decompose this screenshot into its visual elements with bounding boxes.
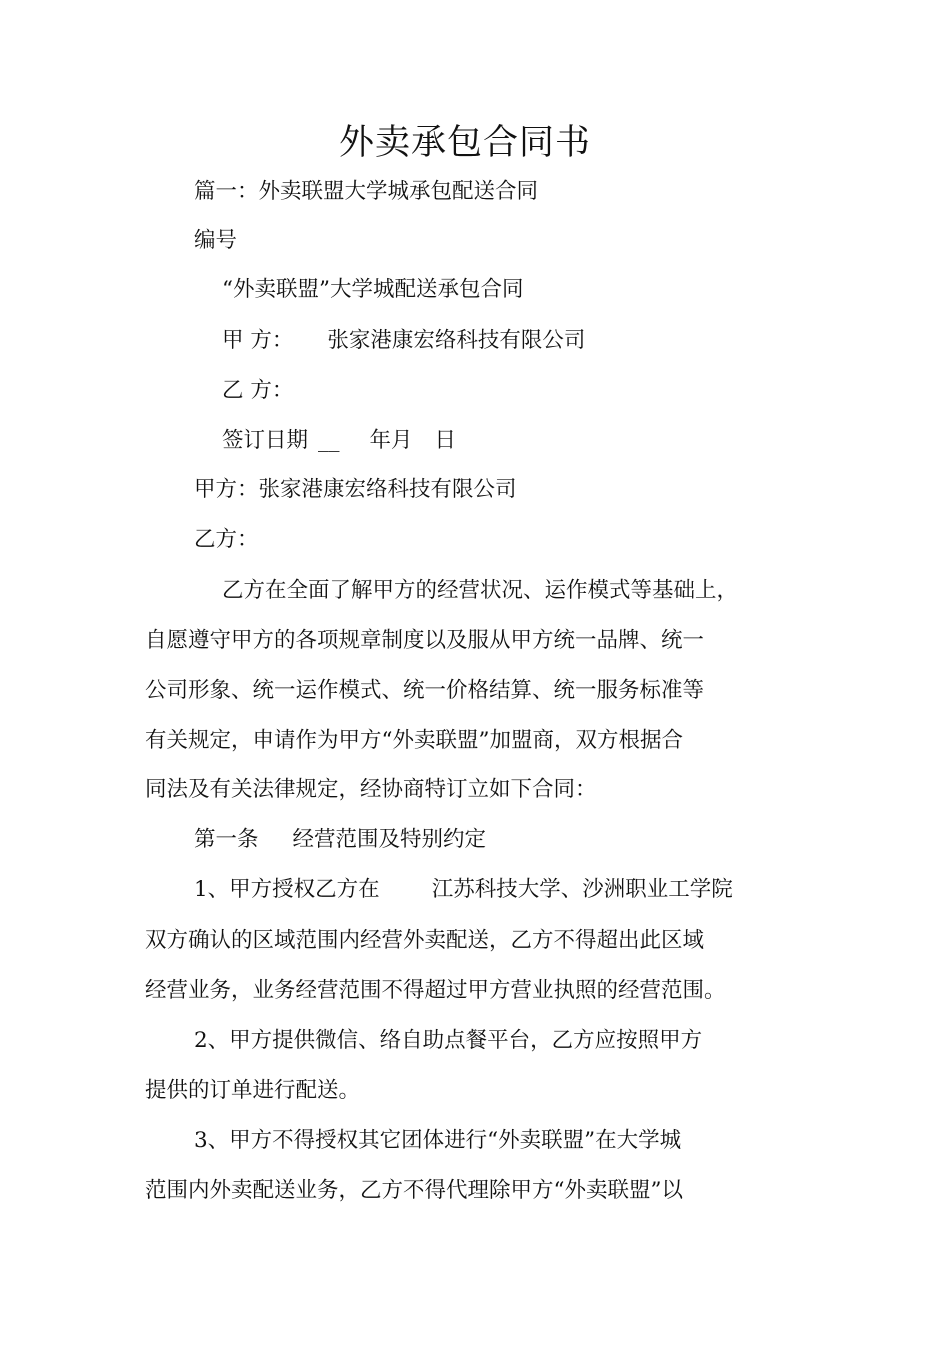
clause-2-line: 2、甲方提供微信、络自助点餐平台，乙方应按照甲方 <box>194 1028 703 1053</box>
article-1-heading <box>194 823 486 857</box>
sign-date <box>222 424 456 458</box>
preamble-line: 乙方在全面了解甲方的经营状况、运作模式等基础上， <box>222 578 739 603</box>
sign-date-year-month: 年月 <box>369 428 413 453</box>
contract-name: “外卖联盟”大学城配送承包合同 <box>222 277 524 302</box>
article-1-title: 经营范围及特别约定 <box>292 827 487 852</box>
party-b-line: 乙方： <box>194 527 259 552</box>
cover-party-a <box>222 324 585 358</box>
sign-date-label: 签订日期 <box>222 428 309 453</box>
clause-3-line: 3、甲方不得授权其它团体进行“外卖联盟”在大学城 <box>194 1128 682 1153</box>
article-1-number: 第一条 <box>194 827 259 852</box>
cover-party-a-value: 张家港康宏络科技有限公司 <box>327 328 586 353</box>
number-label: 编号 <box>194 228 238 253</box>
preamble-line: 同法及有关法律规定，经协商特订立如下合同： <box>145 777 597 802</box>
preamble-line: 公司形象、统一运作模式、统一价格结算、统一服务标准等 <box>145 678 705 703</box>
clause-2-line: 提供的订单进行配送。 <box>145 1078 361 1103</box>
document-title: 外卖承包合同书 <box>338 123 591 163</box>
clause-1-start: 1、甲方授权乙方在 <box>194 877 380 902</box>
preamble-line: 自愿遵守甲方的各项规章制度以及服从甲方统一品牌、统一 <box>145 628 705 653</box>
subtitle: 篇一：外卖联盟大学城承包配送合同 <box>194 179 539 204</box>
preamble-line: 有关规定，申请作为甲方“外卖联盟”加盟商，双方根据合 <box>145 728 683 753</box>
cover-party-b-label: 乙 方： <box>222 378 294 403</box>
clause-1-first-line <box>194 873 733 907</box>
clause-1-line: 经营业务，业务经营范围不得超过甲方营业执照的经营范围。 <box>145 978 726 1003</box>
cover-party-a-label: 甲 方： <box>222 328 294 353</box>
clause-1-line: 双方确认的区域范围内经营外卖配送，乙方不得超出此区域 <box>145 928 705 953</box>
sign-date-blank: __ <box>318 428 340 453</box>
clause-3-line: 范围内外卖配送业务，乙方不得代理除甲方“外卖联盟”以 <box>145 1178 683 1203</box>
sign-date-day: 日 <box>434 428 457 453</box>
party-a-line: 甲方：张家港康宏络科技有限公司 <box>194 477 517 502</box>
clause-1-place: 江苏科技大学、沙洲职业工学院 <box>431 877 733 902</box>
